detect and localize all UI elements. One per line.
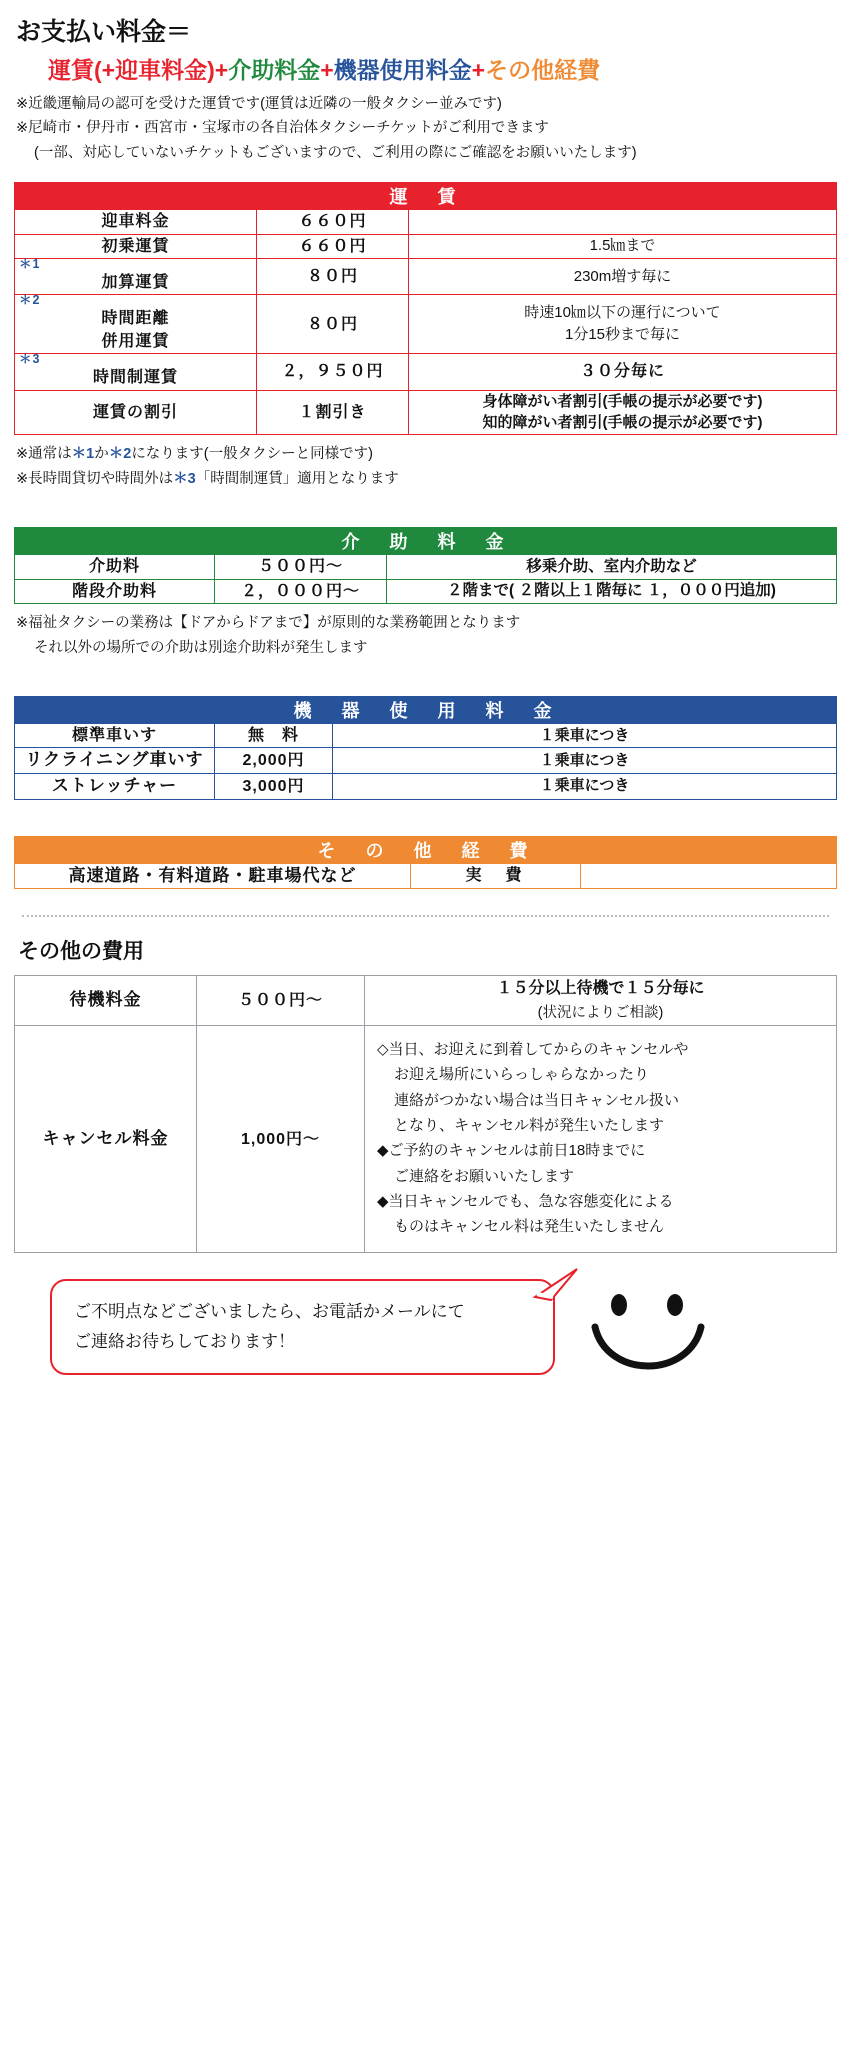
formula-fare-paren: (+迎車料金) bbox=[94, 57, 215, 83]
smiley-face-icon bbox=[589, 1289, 707, 1385]
fare-row-3-desc-line1: 時速10㎞以下の運行について bbox=[524, 304, 721, 322]
top-note-3: (一部、対応していないチケットもございますので、ご利用の際にご確認をお願いいたします) bbox=[34, 144, 637, 161]
bullet-1-line-0 bbox=[377, 1139, 826, 1163]
bullet-1-mark: ◆ bbox=[377, 1142, 389, 1160]
fare-row-4-amount: ２，９５０円 bbox=[257, 354, 409, 390]
other-row-0-desc bbox=[581, 863, 837, 889]
assist-row-0-amount: ５００円〜 bbox=[215, 555, 387, 579]
fare-row-0-amount: ６６０円 bbox=[257, 210, 409, 234]
other-row-0-label: 高速道路・有料道路・駐車場代など bbox=[15, 863, 411, 889]
other-costs-title: その他の費用 bbox=[18, 940, 144, 964]
equipment-row-1-desc: １乗車につき bbox=[333, 748, 837, 774]
footer-line-1: ご不明点などございましたら、お電話かメールにて bbox=[74, 1302, 465, 1322]
fare-row-0-label: 迎車料金 bbox=[15, 210, 257, 234]
section-divider bbox=[22, 915, 829, 917]
other-row-0-amount: 実 費 bbox=[411, 863, 581, 889]
fare-note-2-mark1: ＊3 bbox=[173, 471, 196, 488]
other-costs-row-0-label: 待機料金 bbox=[15, 976, 197, 1026]
assist-row-1-amount: ２，０００円〜 bbox=[215, 579, 387, 603]
equipment-row-0-label: 標準車いす bbox=[15, 724, 215, 748]
table-row bbox=[15, 976, 837, 1026]
bullet-0-line-2: 連絡がつかない場合は当日キャンセル扱い bbox=[394, 1091, 680, 1109]
formula-plus-1: + bbox=[214, 57, 229, 83]
fare-row-3-desc-cell bbox=[409, 294, 837, 353]
table-caption-row bbox=[15, 183, 837, 210]
equipment-row-0-desc: １乗車につき bbox=[333, 724, 837, 748]
fare-row-5-amount: １割引き bbox=[257, 390, 409, 435]
equipment-row-2-amount: 3,000円 bbox=[215, 773, 333, 799]
bullet-2-text-0: 当日キャンセルでも、急な容態変化による bbox=[388, 1192, 674, 1210]
other-costs-row-0-amount: ５００円〜 bbox=[197, 976, 365, 1026]
equipment-row-1-label: リクライニング車いす bbox=[15, 748, 215, 774]
fare-note-2-post: 「時間制運賃」適用となります bbox=[195, 471, 399, 488]
fare-row-4-label-cell bbox=[15, 354, 257, 390]
equipment-row-2-label: ストレッチャー bbox=[15, 773, 215, 799]
table-row bbox=[15, 258, 837, 294]
fare-formula bbox=[48, 52, 837, 85]
fare-row-3-label-line1: 時間距離 bbox=[101, 309, 170, 327]
page-title: お支払い料金＝ bbox=[16, 18, 192, 46]
fare-row-2-amount: ８０円 bbox=[257, 258, 409, 294]
fare-note-1-post: になります(一般タクシーと同様です) bbox=[131, 446, 373, 463]
fare-note-1 bbox=[16, 443, 837, 466]
fare-table bbox=[14, 182, 837, 435]
fare-row-2-mark: ＊1 bbox=[19, 256, 41, 271]
fare-row-5-desc-line1: 身体障がい者割引(手帳の提示が必要です) bbox=[482, 392, 763, 410]
bullet-2-mark: ◆ bbox=[377, 1192, 389, 1210]
fare-note-2-pre: ※長時間貸切や時間外は bbox=[16, 471, 174, 488]
table-row bbox=[15, 555, 837, 579]
assist-table-caption: 介 助 料 金 bbox=[15, 528, 837, 555]
fare-row-5-desc-line2: 知的障がい者割引(手帳の提示が必要です) bbox=[482, 414, 763, 432]
fare-row-4-label: 時間制運賃 bbox=[92, 369, 178, 387]
other-table-caption: そ の 他 経 費 bbox=[15, 836, 837, 863]
formula-equipment: 機器使用料金 bbox=[333, 57, 472, 83]
fare-note-1-pre: ※通常は bbox=[16, 446, 72, 463]
formula-other: その他経費 bbox=[485, 57, 601, 83]
bullet-2-line-0 bbox=[377, 1190, 826, 1214]
equipment-row-2-desc: １乗車につき bbox=[333, 773, 837, 799]
table-row bbox=[15, 390, 837, 435]
table-row bbox=[15, 210, 837, 234]
fare-row-2-desc: 230m増す毎に bbox=[409, 258, 837, 294]
fare-row-3-desc-line2: 1分15秒まで毎に bbox=[564, 326, 681, 344]
formula-plus-2: + bbox=[320, 57, 334, 83]
table-row bbox=[15, 579, 837, 603]
bullet-0-line-0 bbox=[377, 1038, 826, 1062]
bullet-0-line-1: お迎え場所にいらっしゃらなかったり bbox=[394, 1066, 650, 1084]
bullet-2-line-1: ものはキャンセル料は発生いたしません bbox=[394, 1218, 665, 1236]
fare-note-1-mark2: ＊2 bbox=[108, 446, 132, 463]
table-caption-row bbox=[15, 528, 837, 555]
footer-contact bbox=[50, 1279, 837, 1385]
bullet-0-line-3: となり、キャンセル料が発生いたします bbox=[394, 1116, 665, 1134]
fare-note-1-mid: か bbox=[94, 446, 109, 463]
table-row bbox=[15, 863, 837, 889]
assist-note-1: ※福祉タクシーの業務は【ドアからドアまで】が原則的な業務範囲となります bbox=[16, 614, 521, 631]
other-costs-row-1-amount: 1,000円〜 bbox=[197, 1026, 365, 1253]
speech-balloon bbox=[50, 1279, 555, 1375]
table-row bbox=[15, 1026, 837, 1253]
table-caption-row bbox=[15, 697, 837, 724]
equipment-table bbox=[14, 696, 837, 799]
assist-row-1-label: 階段介助料 bbox=[15, 579, 215, 603]
spacer bbox=[14, 491, 837, 517]
other-costs-row-0-desc bbox=[365, 976, 837, 1026]
fare-note-2 bbox=[16, 468, 837, 491]
fare-note-1-mark1: ＊1 bbox=[71, 446, 95, 463]
fare-row-0-desc bbox=[409, 210, 837, 234]
fare-row-2-label: 加算運賃 bbox=[101, 273, 170, 291]
table-caption-row bbox=[15, 836, 837, 863]
equipment-row-0-amount: 無 料 bbox=[215, 724, 333, 748]
other-costs-row-1-label: キャンセル料金 bbox=[15, 1026, 197, 1253]
fare-row-3-label-cell bbox=[15, 294, 257, 353]
assist-table bbox=[14, 527, 837, 603]
balloon-tail-icon bbox=[533, 1267, 579, 1301]
fare-table-caption: 運 賃 bbox=[15, 183, 837, 210]
fare-row-1-label: 初乗運賃 bbox=[15, 234, 257, 258]
fare-row-2-label-cell bbox=[15, 258, 257, 294]
assist-note-2: それ以外の場所での介助は別途介助料が発生します bbox=[34, 639, 368, 656]
assist-row-0-label: 介助料 bbox=[15, 555, 215, 579]
bullet-1-line-1: ご連絡をお願いいたします bbox=[394, 1167, 575, 1185]
bullet-0-text-0: 当日、お迎えに到着してからのキャンセルや bbox=[388, 1041, 689, 1059]
equipment-table-caption: 機 器 使 用 料 金 bbox=[15, 697, 837, 724]
equipment-row-1-amount: 2,000円 bbox=[215, 748, 333, 774]
footer-line-2: ご連絡お待ちしております！ bbox=[74, 1332, 295, 1352]
table-row bbox=[15, 294, 837, 353]
formula-assist: 介助料金 bbox=[228, 57, 321, 83]
fare-row-4-desc: ３０分毎に bbox=[409, 354, 837, 390]
formula-fare: 運賃 bbox=[48, 57, 94, 83]
bullet-0-mark: ◇ bbox=[377, 1041, 389, 1059]
table-row bbox=[15, 234, 837, 258]
other-costs-row-0-desc-line2: (状況によりご相談) bbox=[537, 1004, 664, 1021]
bullet-1-text-0: ご予約のキャンセルは前日18時までに bbox=[388, 1142, 646, 1160]
table-row bbox=[15, 354, 837, 390]
formula-plus-3: + bbox=[471, 57, 486, 83]
assist-row-1-desc: ２階まで( ２階以上１階毎に １，０００円追加) bbox=[387, 579, 837, 603]
fare-row-1-desc: 1.5㎞まで bbox=[409, 234, 837, 258]
fare-row-3-mark: ＊2 bbox=[19, 292, 41, 307]
spacer bbox=[14, 800, 837, 826]
top-note-2: ※尼崎市・伊丹市・西宮市・宝塚市の各自治体タクシーチケットがご利用できます bbox=[16, 120, 549, 137]
top-note-1: ※近畿運輸局の認可を受けた運賃です(運賃は近隣の一般タクシー並みです) bbox=[16, 96, 502, 112]
other-costs-row-0-desc-line1: １５分以上待機で１５分毎に bbox=[496, 980, 705, 998]
fare-row-5-label: 運賃の割引 bbox=[15, 390, 257, 435]
table-row bbox=[15, 748, 837, 774]
fare-row-1-amount: ６６０円 bbox=[257, 234, 409, 258]
fare-row-5-desc-cell bbox=[409, 390, 837, 435]
table-row bbox=[15, 724, 837, 748]
fare-row-3-label-line2: 併用運賃 bbox=[101, 333, 170, 351]
assist-row-0-desc: 移乗介助、室内介助など bbox=[387, 555, 837, 579]
table-row bbox=[15, 773, 837, 799]
spacer bbox=[14, 660, 837, 686]
fare-row-3-amount: ８０円 bbox=[257, 294, 409, 353]
fare-row-4-mark: ＊3 bbox=[19, 352, 41, 367]
other-expense-table bbox=[14, 836, 837, 890]
other-costs-table bbox=[14, 975, 837, 1253]
other-costs-row-1-bullets bbox=[365, 1026, 837, 1253]
